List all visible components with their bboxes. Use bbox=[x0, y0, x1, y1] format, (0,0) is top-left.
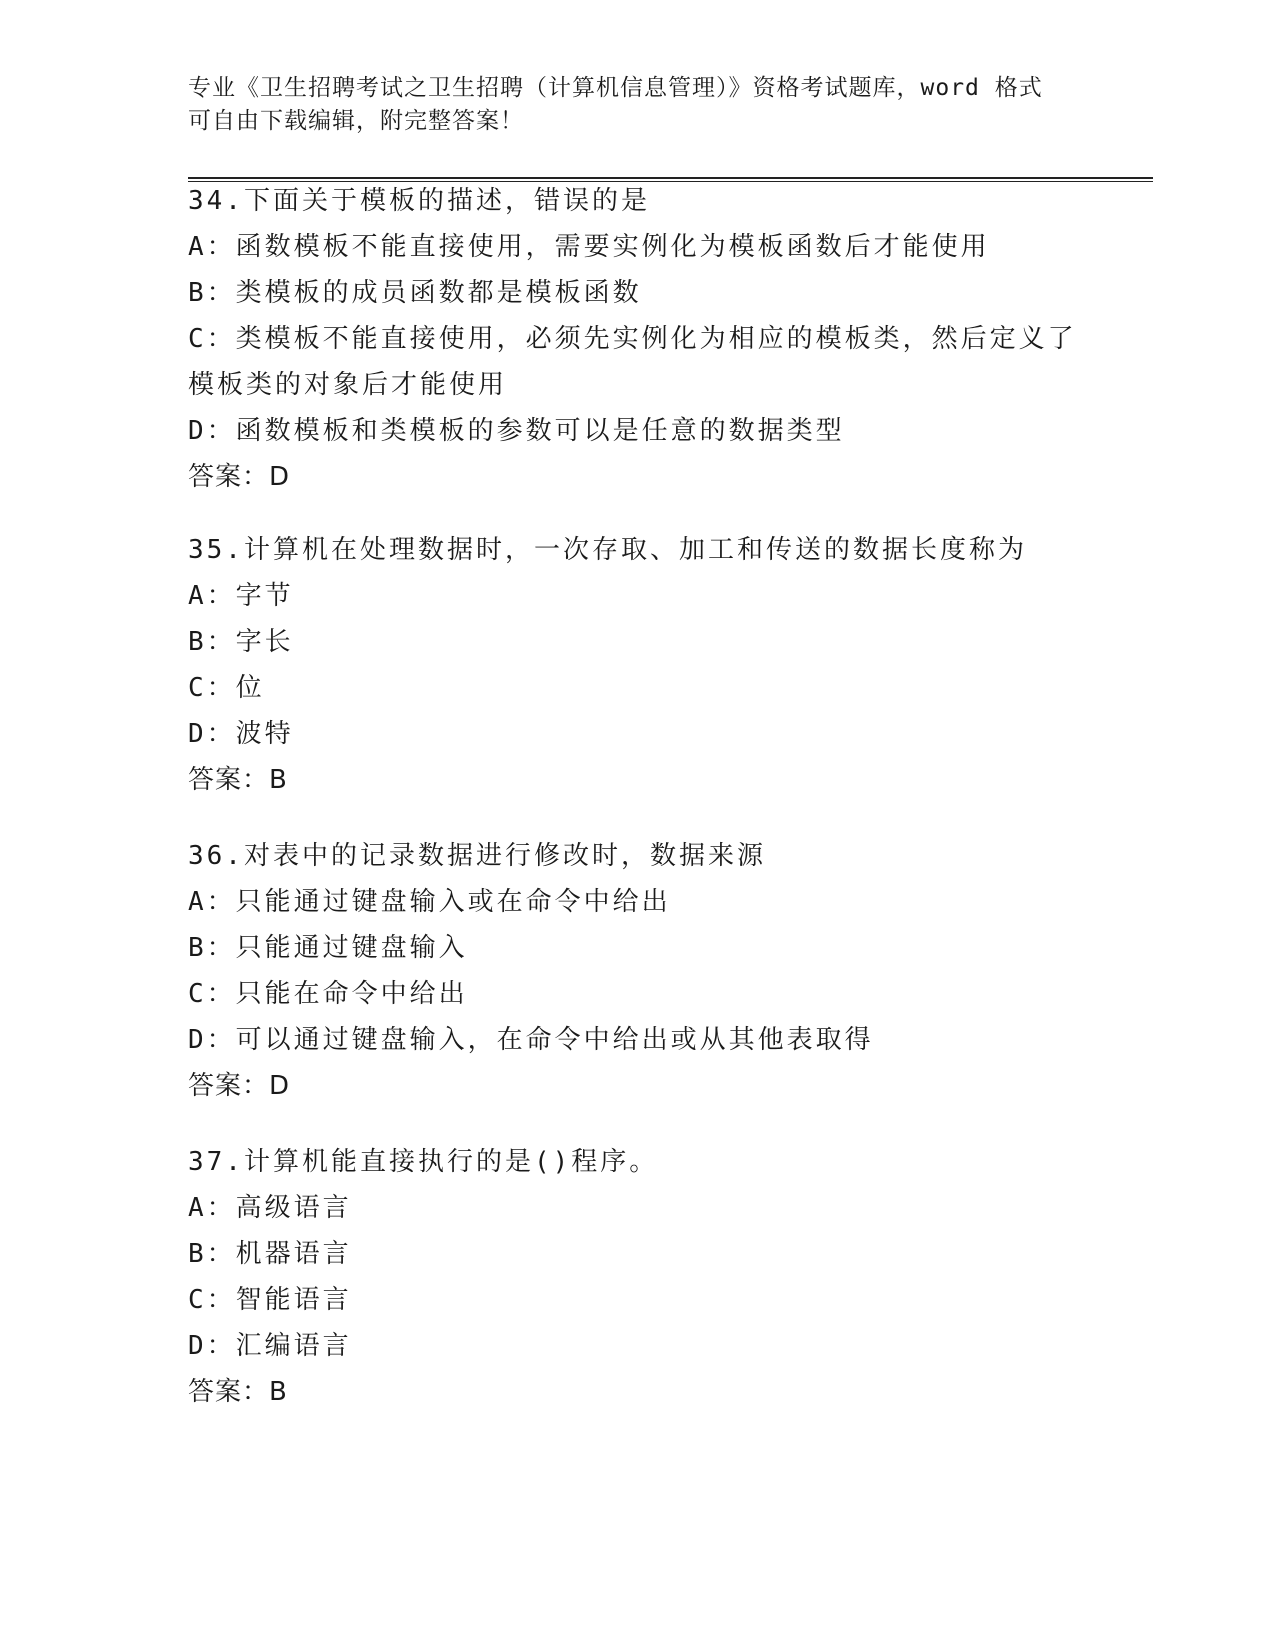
option-d: D：汇编语言 bbox=[188, 1331, 352, 1361]
question-stem: 34.下面关于模板的描述，错误的是 bbox=[188, 186, 650, 216]
question-35 bbox=[188, 527, 1088, 803]
option-c: C：只能在命令中给出 bbox=[188, 979, 468, 1009]
option-a: A：函数模板不能直接使用，需要实例化为模板函数后才能使用 bbox=[188, 232, 990, 262]
question-stem: 35.计算机在处理数据时，一次存取、加工和传送的数据长度称为 bbox=[188, 535, 1027, 565]
question-34 bbox=[188, 178, 1088, 500]
option-c: C：类模板不能直接使用，必须先实例化为相应的模板类，然后定义了 bbox=[188, 324, 1077, 354]
option-b: B：字长 bbox=[188, 627, 294, 657]
answer: 答案：B bbox=[188, 765, 288, 795]
option-b: B：只能通过键盘输入 bbox=[188, 933, 468, 963]
answer: 答案：D bbox=[188, 462, 291, 492]
option-a: A：只能通过键盘输入或在命令中给出 bbox=[188, 887, 671, 917]
option-b: B：类模板的成员函数都是模板函数 bbox=[188, 278, 642, 308]
option-d: D：波特 bbox=[188, 719, 294, 749]
option-a: A：高级语言 bbox=[188, 1193, 352, 1223]
answer: 答案：B bbox=[188, 1377, 288, 1407]
document-header bbox=[188, 72, 1088, 138]
option-c: C：位 bbox=[188, 673, 265, 703]
question-stem: 37.计算机能直接执行的是()程序。 bbox=[188, 1147, 659, 1177]
question-37 bbox=[188, 1139, 1088, 1415]
answer: 答案：D bbox=[188, 1071, 291, 1101]
option-d: D：函数模板和类模板的参数可以是任意的数据类型 bbox=[188, 416, 845, 446]
option-c-continued: 模板类的对象后才能使用 bbox=[188, 370, 508, 400]
header-line-1: 专业《卫生招聘考试之卫生招聘（计算机信息管理）》资格考试题库，word 格式 bbox=[188, 75, 1043, 101]
option-d: D：可以通过键盘输入，在命令中给出或从其他表取得 bbox=[188, 1025, 874, 1055]
option-b: B：机器语言 bbox=[188, 1239, 352, 1269]
question-36 bbox=[188, 833, 1088, 1109]
option-c: C：智能语言 bbox=[188, 1285, 352, 1315]
header-line-2: 可自由下载编辑，附完整答案！ bbox=[188, 108, 524, 134]
option-a: A：字节 bbox=[188, 581, 294, 611]
question-stem: 36.对表中的记录数据进行修改时，数据来源 bbox=[188, 841, 766, 871]
